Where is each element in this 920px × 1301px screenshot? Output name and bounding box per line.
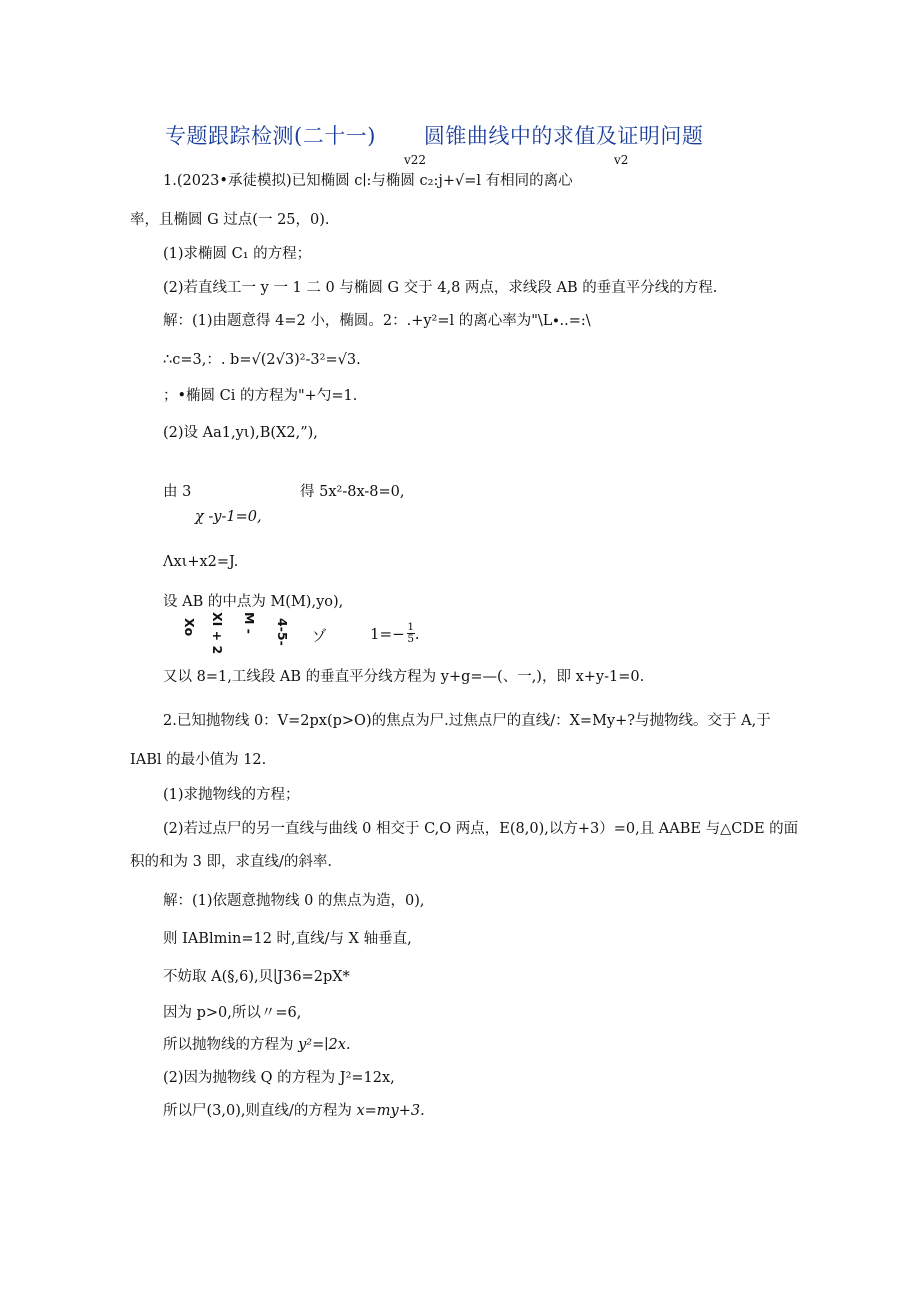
solution-1-line-1: 解：(1)由题意得 4=2 小，椭圆。2：.+y²=l 的离心率为"\L∙..=:\ [163, 313, 591, 329]
solution-1-line-4: (2)设 Aa1,yι),B(X2,”), [163, 425, 318, 441]
solution-1-midpoint: 设 AB 的中点为 M(M),yo), [163, 594, 344, 610]
problem-2-part-2: (2)若过点尸的另一直线与曲线 0 相交于 C,O 两点，E(8,0),以方+3）=0,且 AABE 与△CDE 的面 [163, 821, 799, 837]
solution-2-line-5 [163, 1036, 351, 1054]
solution-2-line-6: (2)因为抛物线 Q 的方程为 J²=12x, [163, 1070, 395, 1086]
problem-1-part-1: (1)求椭圆 C₁ 的方程； [163, 246, 312, 262]
solution-1-system-label: 由 3 [163, 484, 192, 500]
fraction-end: . [414, 624, 420, 643]
vertical-fragment-5: ゾ [312, 629, 327, 645]
solution-2-line-7-formula: x=my+3. [356, 1103, 425, 1119]
solution-1-line-sum: Λxι+x2=J. [163, 554, 239, 570]
page-title [165, 120, 703, 150]
solution-2-line-2: 则 IABlmin=12 时,直线/与 X 轴垂直, [163, 931, 412, 947]
superscript-2: v2 [614, 153, 629, 167]
problem-2-part-1: (1)求抛物线的方程； [163, 787, 300, 803]
problem-2-part-2-cont: 积的和为 3 即，求直线/的斜率. [130, 854, 332, 870]
solution-1-line-2: ∴c=3,：. b=√(2√3)²-3²=√3. [163, 352, 361, 368]
problem-1-part-2: (2)若直线工一 y 一 1 二 0 与椭圆 G 交于 4,8 两点，求线段 AB 的垂直平分线的方程. [163, 280, 718, 296]
problem-2-statement-cont: IABl 的最小值为 12. [130, 752, 267, 768]
solution-2-line-7 [163, 1102, 425, 1120]
title-left: 专题跟踪检测(二十一) [165, 124, 376, 148]
solution-2-line-5-text: 所以抛物线的方程为 [163, 1037, 299, 1053]
vertical-fragment-2: XI + 2 [210, 612, 225, 655]
vertical-fragment-4: 4-5- [275, 618, 290, 646]
solution-1-conclusion: 又以 8=1,工线段 AB 的垂直平分线方程为 y+g=—(、一,)，即 x+y-1=0. [163, 669, 645, 685]
problem-1-statement-cont: 率，且椭圆 G 过点(一 25，0). [130, 212, 330, 228]
solution-1-line-3: ；•椭圆 Ci 的方程为"+勺=1. [163, 388, 358, 404]
solution-1-system-eq: χ -y-1=0, [195, 509, 262, 525]
fraction-numerator: 1 [407, 621, 415, 633]
vertical-fragment-3: M - [242, 612, 257, 634]
superscript-1: v22 [404, 153, 427, 167]
solution-1-system-result: 得 5x²-8x-8=0, [300, 484, 405, 500]
fraction [407, 622, 415, 645]
problem-2-statement: 2.已知抛物线 0：V=2px(p>O)的焦点为尸.过焦点尸的直线/：X=My+?与抛物线。交于 A,于 [163, 713, 771, 729]
fraction-expression [370, 622, 419, 645]
solution-2-line-1: 解：(1)依题意抛物线 0 的焦点为造，0), [163, 893, 425, 909]
fraction-denominator: 5 [407, 633, 415, 645]
solution-2-line-5-formula: y²=∣2x. [298, 1037, 351, 1053]
problem-1-statement: 1.(2023•承徒模拟)已知椭圆 c∣:与椭圆 c₂:j+√=l 有相同的离心 [163, 173, 573, 189]
solution-2-line-7-text: 所以尸(3,0),则直线/的方程为 [163, 1103, 357, 1119]
title-right: 圆锥曲线中的求值及证明问题 [423, 124, 704, 148]
solution-2-line-4: 因为 p>0,所以〃=6, [163, 1005, 302, 1021]
solution-2-line-3: 不妨取 A(§,6),贝∣J36=2pX* [163, 969, 350, 985]
vertical-fragment-1: Xo [182, 618, 197, 637]
fraction-lhs: 1=− [370, 624, 405, 643]
